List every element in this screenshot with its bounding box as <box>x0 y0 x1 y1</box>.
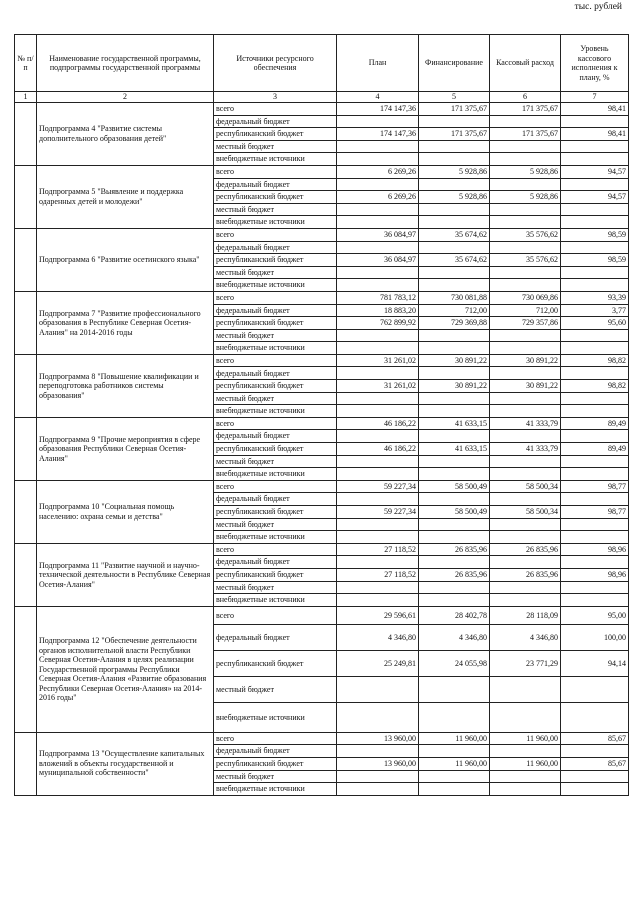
cash-expense-cell: 5 928,86 <box>490 165 561 178</box>
financing-cell <box>419 702 490 732</box>
plan-cell <box>337 581 419 594</box>
financing-cell: 58 500,49 <box>419 480 490 493</box>
table-row <box>15 417 629 430</box>
funding-source-cell: федеральный бюджет <box>214 624 337 650</box>
execution-percent-cell <box>561 178 629 191</box>
plan-cell <box>337 556 419 569</box>
execution-percent-cell <box>561 153 629 166</box>
funding-source-cell: республиканский бюджет <box>214 254 337 267</box>
execution-percent-cell: 98,77 <box>561 480 629 493</box>
execution-percent-cell: 3,77 <box>561 304 629 317</box>
execution-percent-cell: 98,41 <box>561 103 629 116</box>
plan-cell <box>337 279 419 292</box>
execution-percent-cell: 98,82 <box>561 354 629 367</box>
financing-cell <box>419 745 490 758</box>
funding-source-cell: внебюджетные источники <box>214 342 337 355</box>
cash-expense-cell: 26 835,96 <box>490 568 561 581</box>
row-number-cell <box>15 480 37 543</box>
financing-cell <box>419 405 490 418</box>
funding-source-cell: всего <box>214 103 337 116</box>
execution-percent-cell: 95,00 <box>561 606 629 624</box>
subprogram-name: Подпрограмма 7 "Развитие профессионального образования в Республике Северная Осетия-Алания" на 2014-2016 годы <box>37 291 214 354</box>
cash-expense-cell: 41 333,79 <box>490 443 561 456</box>
plan-cell: 59 227,34 <box>337 480 419 493</box>
financing-cell: 11 960,00 <box>419 732 490 745</box>
funding-source-cell: федеральный бюджет <box>214 115 337 128</box>
funding-source-cell: внебюджетные источники <box>214 531 337 544</box>
subprogram-name: Подпрограмма 4 "Развитие системы дополнительного образования детей" <box>37 103 214 166</box>
funding-source-cell: федеральный бюджет <box>214 745 337 758</box>
cash-expense-cell <box>490 266 561 279</box>
cash-expense-cell <box>490 329 561 342</box>
header-cell-number: № п/п <box>15 35 37 92</box>
financing-cell: 5 928,86 <box>419 165 490 178</box>
cash-expense-cell <box>490 153 561 166</box>
column-number: 1 <box>15 92 37 103</box>
plan-cell: 46 186,22 <box>337 417 419 430</box>
funding-source-cell: республиканский бюджет <box>214 443 337 456</box>
row-number-cell <box>15 354 37 417</box>
execution-percent-cell: 98,59 <box>561 228 629 241</box>
plan-cell <box>337 216 419 229</box>
cash-expense-cell: 729 357,86 <box>490 317 561 330</box>
cash-expense-cell <box>490 178 561 191</box>
plan-cell: 36 084,97 <box>337 228 419 241</box>
plan-cell: 25 249,81 <box>337 650 419 676</box>
cash-expense-cell: 28 118,09 <box>490 606 561 624</box>
row-number-cell <box>15 543 37 606</box>
financing-cell <box>419 216 490 229</box>
financing-cell <box>419 594 490 607</box>
execution-percent-cell <box>561 455 629 468</box>
funding-source-cell: федеральный бюджет <box>214 304 337 317</box>
funding-source-cell: всего <box>214 354 337 367</box>
execution-percent-cell: 85,67 <box>561 757 629 770</box>
funding-source-cell: федеральный бюджет <box>214 367 337 380</box>
column-number: 7 <box>561 92 629 103</box>
plan-cell: 781 783,12 <box>337 291 419 304</box>
funding-source-cell: внебюджетные источники <box>214 594 337 607</box>
cash-expense-cell: 35 576,62 <box>490 228 561 241</box>
execution-percent-cell <box>561 594 629 607</box>
table-row <box>15 103 629 116</box>
execution-percent-cell <box>561 531 629 544</box>
financing-cell: 58 500,49 <box>419 506 490 519</box>
funding-source-cell: внебюджетные источники <box>214 216 337 229</box>
cash-expense-cell <box>490 556 561 569</box>
plan-cell <box>337 594 419 607</box>
cash-expense-cell <box>490 581 561 594</box>
execution-percent-cell <box>561 241 629 254</box>
plan-cell <box>337 493 419 506</box>
column-number: 2 <box>37 92 214 103</box>
funding-source-cell: федеральный бюджет <box>214 556 337 569</box>
execution-percent-cell <box>561 518 629 531</box>
plan-cell <box>337 405 419 418</box>
funding-source-cell: всего <box>214 228 337 241</box>
execution-percent-cell <box>561 203 629 216</box>
financing-cell <box>419 266 490 279</box>
subprogram-name: Подпрограмма 9 "Прочие мероприятия в сфере образования Республики Северная Осетия-Алания" <box>37 417 214 480</box>
execution-percent-cell <box>561 556 629 569</box>
funding-source-cell: всего <box>214 165 337 178</box>
funding-source-cell: республиканский бюджет <box>214 128 337 141</box>
cash-expense-cell <box>490 594 561 607</box>
table-row <box>15 606 629 624</box>
financing-cell: 24 055,98 <box>419 650 490 676</box>
cash-expense-cell: 30 891,22 <box>490 380 561 393</box>
plan-cell <box>337 783 419 796</box>
column-number: 6 <box>490 92 561 103</box>
execution-percent-cell <box>561 405 629 418</box>
column-number: 3 <box>214 92 337 103</box>
funding-source-cell: внебюджетные источники <box>214 702 337 732</box>
funding-source-cell: внебюджетные источники <box>214 468 337 481</box>
row-number-cell <box>15 228 37 291</box>
execution-percent-cell <box>561 581 629 594</box>
funding-source-cell: всего <box>214 291 337 304</box>
cash-expense-cell <box>490 468 561 481</box>
execution-percent-cell: 85,67 <box>561 732 629 745</box>
financing-cell: 11 960,00 <box>419 757 490 770</box>
funding-source-cell: местный бюджет <box>214 329 337 342</box>
cash-expense-cell <box>490 140 561 153</box>
cash-expense-cell <box>490 279 561 292</box>
financing-cell: 30 891,22 <box>419 354 490 367</box>
financing-cell <box>419 178 490 191</box>
execution-percent-cell: 94,57 <box>561 165 629 178</box>
financing-cell: 35 674,62 <box>419 254 490 267</box>
funding-source-cell: всего <box>214 543 337 556</box>
financing-cell: 30 891,22 <box>419 380 490 393</box>
funding-source-cell: внебюджетные источники <box>214 405 337 418</box>
plan-cell: 13 960,00 <box>337 732 419 745</box>
table-row <box>15 480 629 493</box>
financing-cell: 41 633,15 <box>419 443 490 456</box>
financing-cell: 26 835,96 <box>419 543 490 556</box>
funding-source-cell: республиканский бюджет <box>214 568 337 581</box>
cash-expense-cell: 11 960,00 <box>490 757 561 770</box>
execution-percent-cell <box>561 468 629 481</box>
execution-percent-cell: 98,77 <box>561 506 629 519</box>
plan-cell <box>337 468 419 481</box>
plan-cell <box>337 367 419 380</box>
execution-percent-cell: 89,49 <box>561 443 629 456</box>
cash-expense-cell: 171 375,67 <box>490 128 561 141</box>
cash-expense-cell <box>490 367 561 380</box>
financing-cell <box>419 430 490 443</box>
header-cell-cash: Кассовый расход <box>490 35 561 92</box>
execution-percent-cell <box>561 493 629 506</box>
financing-cell <box>419 468 490 481</box>
table-row <box>15 354 629 367</box>
column-number-row <box>15 92 629 103</box>
execution-percent-cell: 98,82 <box>561 380 629 393</box>
financing-cell: 712,00 <box>419 304 490 317</box>
cash-expense-cell: 30 891,22 <box>490 354 561 367</box>
execution-percent-cell <box>561 216 629 229</box>
financing-cell <box>419 115 490 128</box>
plan-cell <box>337 241 419 254</box>
plan-cell <box>337 745 419 758</box>
plan-cell: 174 147,36 <box>337 103 419 116</box>
table-row <box>15 228 629 241</box>
funding-source-cell: федеральный бюджет <box>214 493 337 506</box>
cash-expense-cell <box>490 216 561 229</box>
cash-expense-cell: 5 928,86 <box>490 191 561 204</box>
table-row <box>15 291 629 304</box>
cash-expense-cell <box>490 392 561 405</box>
execution-percent-cell: 94,14 <box>561 650 629 676</box>
funding-source-cell: республиканский бюджет <box>214 191 337 204</box>
plan-cell: 31 261,02 <box>337 380 419 393</box>
execution-percent-cell <box>561 745 629 758</box>
funding-source-cell: местный бюджет <box>214 203 337 216</box>
execution-percent-cell: 89,49 <box>561 417 629 430</box>
row-number-cell <box>15 732 37 795</box>
plan-cell: 4 346,80 <box>337 624 419 650</box>
cash-expense-cell: 23 771,29 <box>490 650 561 676</box>
financing-cell <box>419 556 490 569</box>
execution-percent-cell <box>561 140 629 153</box>
funding-source-cell: местный бюджет <box>214 770 337 783</box>
funding-source-cell: республиканский бюджет <box>214 317 337 330</box>
cash-expense-cell: 58 500,34 <box>490 506 561 519</box>
cash-expense-cell: 35 576,62 <box>490 254 561 267</box>
cash-expense-cell: 58 500,34 <box>490 480 561 493</box>
financing-cell <box>419 676 490 702</box>
financing-cell <box>419 518 490 531</box>
table-row <box>15 732 629 745</box>
funding-source-cell: местный бюджет <box>214 266 337 279</box>
column-number: 4 <box>337 92 419 103</box>
execution-percent-cell <box>561 430 629 443</box>
plan-cell <box>337 153 419 166</box>
plan-cell: 46 186,22 <box>337 443 419 456</box>
plan-cell: 174 147,36 <box>337 128 419 141</box>
cash-expense-cell <box>490 241 561 254</box>
plan-cell: 31 261,02 <box>337 354 419 367</box>
cash-expense-cell: 26 835,96 <box>490 543 561 556</box>
subprogram-name: Подпрограмма 11 "Развитие научной и научно-технической деятельности в Республике Северная Осетия-Алания" <box>37 543 214 606</box>
financing-cell <box>419 241 490 254</box>
execution-percent-cell: 98,96 <box>561 568 629 581</box>
financing-cell <box>419 153 490 166</box>
row-number-cell <box>15 606 37 732</box>
execution-percent-cell: 100,00 <box>561 624 629 650</box>
funding-source-cell: республиканский бюджет <box>214 380 337 393</box>
plan-cell <box>337 140 419 153</box>
financing-cell: 171 375,67 <box>419 128 490 141</box>
plan-cell <box>337 178 419 191</box>
plan-cell <box>337 676 419 702</box>
cash-expense-cell <box>490 455 561 468</box>
financing-cell <box>419 770 490 783</box>
row-number-cell <box>15 103 37 166</box>
table-row <box>15 543 629 556</box>
row-number-cell <box>15 291 37 354</box>
subprogram-name: Подпрограмма 5 "Выявление и поддержка одаренных детей и молодежи" <box>37 165 214 228</box>
financing-cell: 28 402,78 <box>419 606 490 624</box>
subprogram-name: Подпрограмма 13 "Осуществление капитальных вложений в объекты государственной и муниципальной собственности" <box>37 732 214 795</box>
cash-expense-cell <box>490 531 561 544</box>
funding-source-cell: местный бюджет <box>214 676 337 702</box>
plan-cell <box>337 518 419 531</box>
execution-percent-cell: 95,60 <box>561 317 629 330</box>
funding-source-cell: местный бюджет <box>214 140 337 153</box>
funding-source-cell: республиканский бюджет <box>214 757 337 770</box>
plan-cell: 27 118,52 <box>337 568 419 581</box>
execution-percent-cell <box>561 329 629 342</box>
financing-cell: 35 674,62 <box>419 228 490 241</box>
cash-expense-cell <box>490 518 561 531</box>
funding-source-cell: местный бюджет <box>214 518 337 531</box>
execution-percent-cell <box>561 367 629 380</box>
financing-cell <box>419 455 490 468</box>
plan-cell: 27 118,52 <box>337 543 419 556</box>
cash-expense-cell <box>490 783 561 796</box>
plan-cell: 59 227,34 <box>337 506 419 519</box>
plan-cell: 762 899,92 <box>337 317 419 330</box>
cash-expense-cell: 171 375,67 <box>490 103 561 116</box>
plan-cell: 13 960,00 <box>337 757 419 770</box>
plan-cell <box>337 266 419 279</box>
units-label: тыс. рублей <box>574 2 622 12</box>
financing-cell <box>419 367 490 380</box>
execution-percent-cell <box>561 783 629 796</box>
plan-cell: 6 269,26 <box>337 191 419 204</box>
plan-cell: 29 596,61 <box>337 606 419 624</box>
financing-cell <box>419 581 490 594</box>
execution-percent-cell <box>561 392 629 405</box>
execution-percent-cell: 98,41 <box>561 128 629 141</box>
funding-source-cell: всего <box>214 606 337 624</box>
plan-cell: 36 084,97 <box>337 254 419 267</box>
funding-source-cell: местный бюджет <box>214 581 337 594</box>
cash-expense-cell <box>490 430 561 443</box>
execution-percent-cell: 98,96 <box>561 543 629 556</box>
funding-source-cell: федеральный бюджет <box>214 241 337 254</box>
cash-expense-cell <box>490 676 561 702</box>
execution-percent-cell <box>561 266 629 279</box>
subprogram-name: Подпрограмма 8 "Повышение квалификации и переподготовка работников системы образования" <box>37 354 214 417</box>
cash-expense-cell: 730 069,86 <box>490 291 561 304</box>
financing-cell <box>419 493 490 506</box>
financing-cell: 729 369,88 <box>419 317 490 330</box>
funding-source-cell: местный бюджет <box>214 455 337 468</box>
plan-cell: 18 883,20 <box>337 304 419 317</box>
execution-percent-cell <box>561 342 629 355</box>
header-cell-plan: План <box>337 35 419 92</box>
header-cell-name: Наименование государственной программы, подпрограммы государственной программы <box>37 35 214 92</box>
funding-source-cell: республиканский бюджет <box>214 506 337 519</box>
cash-expense-cell <box>490 702 561 732</box>
financing-cell: 41 633,15 <box>419 417 490 430</box>
plan-cell <box>337 115 419 128</box>
execution-percent-cell: 94,57 <box>561 191 629 204</box>
table-row <box>15 165 629 178</box>
execution-percent-cell <box>561 115 629 128</box>
cash-expense-cell <box>490 405 561 418</box>
funding-source-cell: местный бюджет <box>214 392 337 405</box>
header-cell-financing: Финансирование <box>419 35 490 92</box>
budget-table <box>14 34 629 796</box>
plan-cell <box>337 392 419 405</box>
cash-expense-cell <box>490 745 561 758</box>
row-number-cell <box>15 417 37 480</box>
plan-cell: 6 269,26 <box>337 165 419 178</box>
execution-percent-cell: 98,59 <box>561 254 629 267</box>
execution-percent-cell <box>561 770 629 783</box>
cash-expense-cell <box>490 115 561 128</box>
financing-cell <box>419 783 490 796</box>
financing-cell <box>419 329 490 342</box>
financing-cell: 4 346,80 <box>419 624 490 650</box>
cash-expense-cell <box>490 342 561 355</box>
column-number: 5 <box>419 92 490 103</box>
header-cell-source: Источники ресурсного обеспечения <box>214 35 337 92</box>
financing-cell: 730 081,88 <box>419 291 490 304</box>
financing-cell <box>419 203 490 216</box>
funding-source-cell: всего <box>214 417 337 430</box>
cash-expense-cell <box>490 770 561 783</box>
execution-percent-cell <box>561 702 629 732</box>
financing-cell <box>419 279 490 292</box>
cash-expense-cell: 41 333,79 <box>490 417 561 430</box>
funding-source-cell: федеральный бюджет <box>214 178 337 191</box>
funding-source-cell: республиканский бюджет <box>214 650 337 676</box>
cash-expense-cell: 11 960,00 <box>490 732 561 745</box>
plan-cell <box>337 430 419 443</box>
funding-source-cell: внебюджетные источники <box>214 783 337 796</box>
financing-cell <box>419 140 490 153</box>
table-body <box>15 103 629 796</box>
financing-cell: 5 928,86 <box>419 191 490 204</box>
financing-cell <box>419 531 490 544</box>
financing-cell: 171 375,67 <box>419 103 490 116</box>
plan-cell <box>337 455 419 468</box>
financing-cell <box>419 392 490 405</box>
header-cell-percent: Уровень кассового исполнения к плану, % <box>561 35 629 92</box>
execution-percent-cell <box>561 676 629 702</box>
financing-cell: 26 835,96 <box>419 568 490 581</box>
plan-cell <box>337 770 419 783</box>
plan-cell <box>337 342 419 355</box>
financing-cell <box>419 342 490 355</box>
funding-source-cell: федеральный бюджет <box>214 430 337 443</box>
subprogram-name: Подпрограмма 10 "Социальная помощь населению: охрана семьи и детства" <box>37 480 214 543</box>
execution-percent-cell <box>561 279 629 292</box>
cash-expense-cell <box>490 493 561 506</box>
cash-expense-cell: 712,00 <box>490 304 561 317</box>
header-row <box>15 35 629 92</box>
plan-cell <box>337 702 419 732</box>
funding-source-cell: всего <box>214 732 337 745</box>
subprogram-name: Подпрограмма 6 "Развитие осетинского языка" <box>37 228 214 291</box>
cash-expense-cell <box>490 203 561 216</box>
funding-source-cell: внебюджетные источники <box>214 279 337 292</box>
row-number-cell <box>15 165 37 228</box>
plan-cell <box>337 329 419 342</box>
cash-expense-cell: 4 346,80 <box>490 624 561 650</box>
plan-cell <box>337 531 419 544</box>
plan-cell <box>337 203 419 216</box>
subprogram-name: Подпрограмма 12 "Обеспечение деятельности органов исполнительной власти Республики Северная Осетия-Алания в целях реализации Государственной программы Республики Северная Осетия-Алания «Развитие образования Республики Северная Осетия-Алания» на 2014-2016 годы" <box>37 606 214 732</box>
funding-source-cell: внебюджетные источники <box>214 153 337 166</box>
funding-source-cell: всего <box>214 480 337 493</box>
execution-percent-cell: 93,39 <box>561 291 629 304</box>
